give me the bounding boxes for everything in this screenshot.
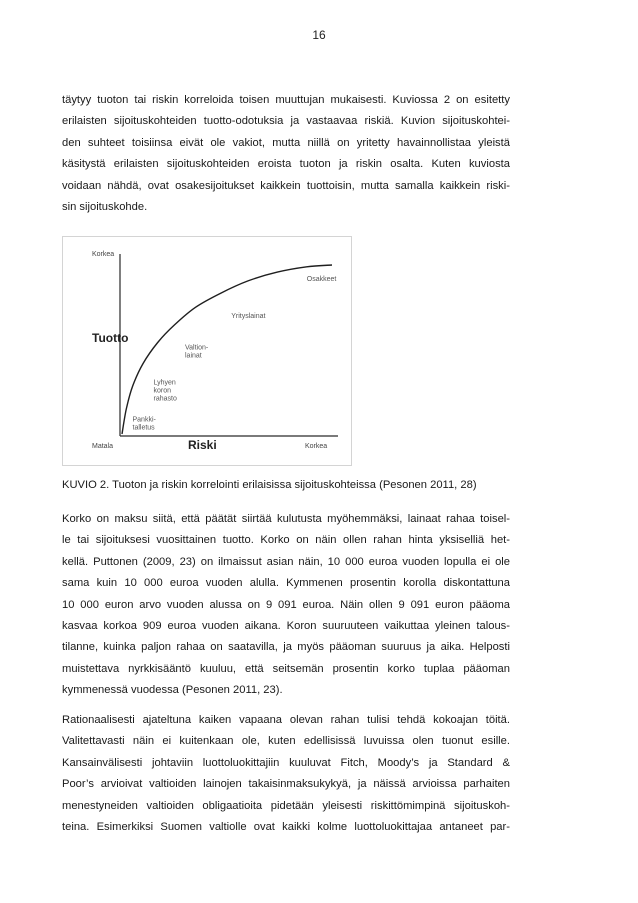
text-line: erilaisten sijoituskohteiden tuotto-odotuksia ja vastaavaa riskiä. Kuvion sijoituskohtei-: [62, 115, 510, 128]
annotation-line: Lyhyen: [153, 379, 176, 387]
text-line: Rationaalisesti ajateltuna kaiken vapaana olevan rahan tulisi tehdä kokoajan töitä.: [62, 714, 510, 726]
text-line: kymmenessä vuodessa (Pesonen 2011, 23).: [62, 684, 283, 697]
y-tick-korkea: Korkea: [92, 251, 115, 258]
annotation-line: Osakkeet: [306, 275, 337, 283]
annotation-line: lainat: [185, 352, 202, 360]
x-tick-korkea: Korkea: [305, 443, 328, 450]
text-line: voidaan nähdä, ovat osakesijoitukset kaikkein tuottoisin, mutta samalla kaikkein riski-: [62, 179, 510, 192]
paragraph-interest: [62, 509, 510, 702]
text-line: Poor’s arvioivat valtioiden lainojen takaisinmaksukykyä, ja näissä arvioissa parhaiten: [62, 778, 510, 791]
text-line: 10 000 euron arvo vuoden alussa on 9 091 euroa. Näin ollen 9 091 euron pääoma: [62, 598, 510, 611]
page-number: 16: [312, 28, 326, 42]
text-line: tilanne, kuinka paljon rahaa on saatavilla, ja myös pääoman suuruus ja aika. Helposti: [62, 641, 510, 654]
annotation-line: talletus: [132, 424, 155, 432]
text-line: kasvaa korkoa 909 euroa vuoden aikana. Koron suuruuteen vaikuttaa yleinen talous-: [62, 620, 510, 633]
paragraph-intro: [62, 90, 510, 218]
annotation-label: [231, 313, 265, 320]
text-line: sama kuin 10 000 euroa vuoden alulla. Kymmenen prosentin korolla diskontattuna: [62, 577, 510, 590]
annotation-line: Valtion-: [185, 344, 209, 352]
text-line: muistettava nyrkkisääntö kuuluu, että seitsemän prosentin korko tuplaa pääoman: [62, 662, 510, 675]
y-axis-label: Tuotto: [92, 331, 129, 345]
annotation-line: koron: [153, 387, 172, 395]
text-line: Korko on maksu siitä, että päätät siirtää kulutusta myöhemmäksi, lainaat rahaa toisel-: [62, 513, 510, 525]
text-line: käsitystä erilaisten sijoituskohteiden eroista tuoton ja riskin osalta. Kuten kuviosta: [62, 158, 510, 171]
text-line: sin sijoituskohde.: [62, 201, 148, 214]
x-tick-matala: Matala: [92, 443, 114, 450]
text-line: Valitettavasti näin ei kuitenkaan ole, kuten edellisissä luvuissa olen tuonut esille.: [62, 735, 510, 748]
text-line: kellä. Puttonen (2009, 23) on ilmaissut asian näin, 10 000 euroa vuoden lopulla ei ole: [62, 555, 510, 568]
figure-caption: KUVIO 2. Tuoton ja riskin korrelointi erilaisissa sijoituskohteissa (Pesonen 2011, 28): [62, 479, 477, 491]
text-line: Kansainvälisesti johtaviin luottoluokittajiin kuuluvat Fitch, Moody’s ja Standard &: [62, 756, 510, 769]
text-line: den suhteet toisiinsa eivät ole vakiot, mutta niillä on yritetty havainnollistaa yleistä: [62, 136, 510, 149]
annotation-line: rahasto: [153, 395, 177, 403]
annotation-label: [133, 417, 157, 432]
risk-return-figure: [62, 236, 352, 466]
risk-return-chart: [62, 236, 352, 466]
annotation-label: [307, 276, 337, 283]
annotation-line: Pankki-: [132, 416, 156, 424]
text-line: teina. Esimerkiksi Suomen valtiolle ovat kaikki kolme luottoluokittajaa antaneet par-: [62, 821, 510, 834]
text-line: menestyneiden valtioiden obligaatioita pidetään yleisesti riskittömimpinä sijoituskoh-: [62, 799, 510, 812]
x-axis-label: Riski: [188, 438, 217, 452]
paragraph-rationale: [62, 710, 510, 838]
text-line: täytyy tuoton tai riskin korreloida toisen muuttujan mukaisesti. Kuviossa 2 on esitetty: [62, 94, 510, 106]
text-line: le tai sijoituksesi vuosittainen tuotto. Korko on näin ollen rahan hinta yksiselliä het-: [62, 534, 510, 547]
annotation-line: Yrityslainat: [231, 312, 266, 320]
